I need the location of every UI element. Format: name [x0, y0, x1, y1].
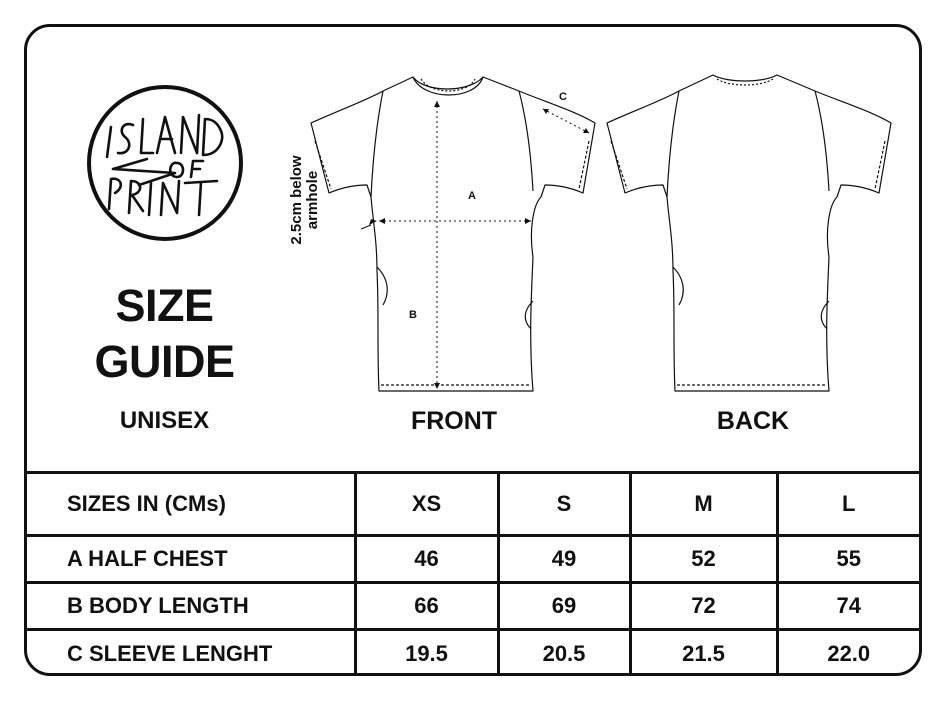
- table-cell: A HALF CHEST: [27, 536, 355, 583]
- table-cell: 49: [498, 536, 630, 583]
- table-cell: C SLEEVE LENGHT: [27, 630, 355, 677]
- table-cell: 19.5: [355, 630, 498, 677]
- table-cell: 21.5: [630, 630, 777, 677]
- table-cell: 72: [630, 583, 777, 630]
- table-cell: 46: [355, 536, 498, 583]
- table-cell: 66: [355, 583, 498, 630]
- measure-c-label: C: [559, 91, 567, 103]
- fit-subtitle: UNISEX: [119, 407, 210, 434]
- table-cell: 69: [498, 583, 630, 630]
- table-header-cell: SIZES IN (CMs): [27, 473, 355, 536]
- table-row: [27, 630, 919, 677]
- back-view-label: BACK: [716, 407, 790, 435]
- table-cell: 74: [777, 583, 919, 630]
- table-cell: 52: [630, 536, 777, 583]
- size-table: [27, 471, 919, 676]
- back-tshirt-diagram: [603, 71, 893, 401]
- measure-b-label: B: [409, 309, 417, 321]
- table-row: [27, 583, 919, 630]
- table-header-cell: M: [630, 473, 777, 536]
- size-guide-card: [24, 24, 922, 676]
- measure-a-label: A: [468, 190, 476, 202]
- table-cell: 55: [777, 536, 919, 583]
- table-header-cell: L: [777, 473, 919, 536]
- table-row: [27, 536, 919, 583]
- front-tshirt-diagram: [307, 71, 597, 401]
- title-line-2: GUIDE: [94, 336, 235, 387]
- table-cell: B BODY LENGTH: [27, 583, 355, 630]
- armhole-note: 2.5cm below armhole: [288, 155, 321, 245]
- table-header-cell: XS: [355, 473, 498, 536]
- title-line-1: SIZE: [115, 280, 214, 331]
- island-of-print-logo: [85, 83, 245, 243]
- table-cell: 22.0: [777, 630, 919, 677]
- table-cell: 20.5: [498, 630, 630, 677]
- table-header-cell: S: [498, 473, 630, 536]
- table-header-row: [27, 473, 919, 536]
- front-view-label: FRONT: [410, 407, 498, 435]
